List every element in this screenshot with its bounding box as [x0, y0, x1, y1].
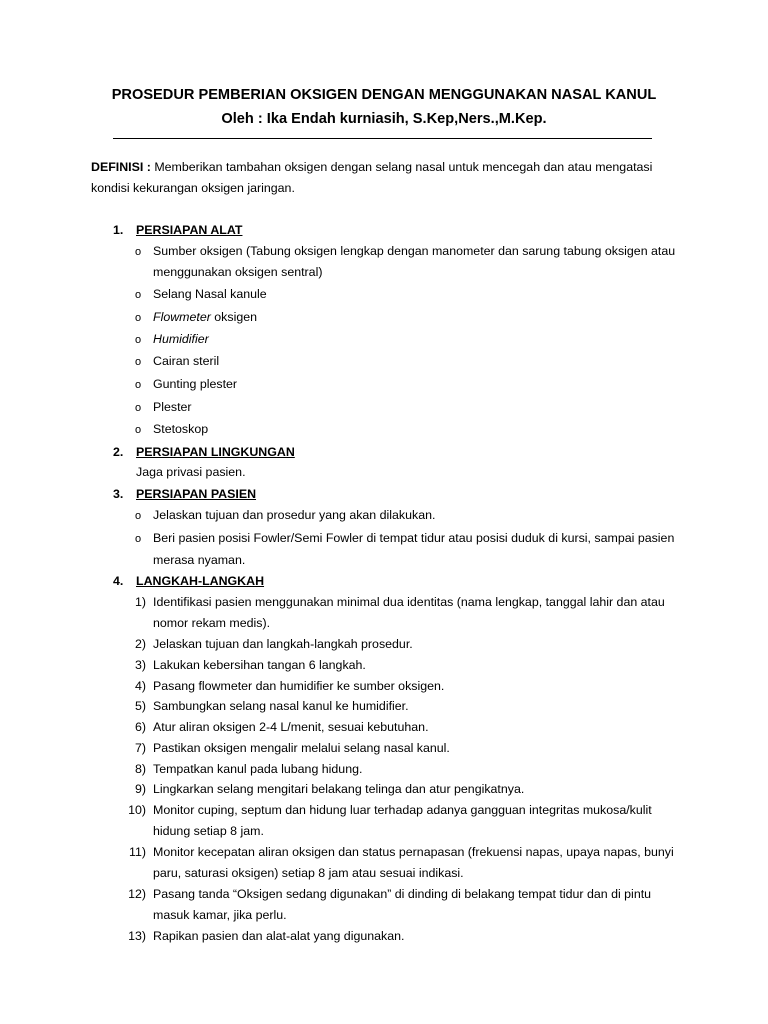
section-1-title: PERSIAPAN ALAT	[136, 223, 243, 237]
section-2-text: Jaga privasi pasien.	[136, 465, 246, 479]
list-item: Selang Nasal kanule	[153, 287, 267, 301]
section-4-number: 4.	[113, 574, 124, 588]
title-divider	[113, 138, 652, 139]
list-item: Jelaskan tujuan dan prosedur yang akan dilakukan.	[153, 508, 436, 522]
step-text: Rapikan pasien dan alat-alat yang digunakan.	[153, 929, 405, 943]
section-3-title: PERSIAPAN PASIEN	[136, 487, 257, 501]
list-item-continuation: menggunakan oksigen sentral)	[153, 265, 323, 279]
step-text: Monitor cuping, septum dan hidung luar terhadap adanya gangguan integritas mukosa/kulit	[153, 803, 652, 817]
bullet-icon: o	[135, 356, 142, 368]
step-number: 2)	[134, 637, 146, 651]
step-text-continuation: nomor rekam medis).	[153, 616, 271, 630]
section-1-number: 1.	[113, 223, 124, 237]
step-number: 13)	[128, 929, 146, 943]
list-item: Stetoskop	[153, 422, 209, 436]
step-number: 9)	[134, 782, 146, 796]
list-item: Cairan steril	[153, 354, 220, 368]
italic-term: Flowmeter	[153, 310, 211, 324]
step-number: 7)	[134, 741, 146, 755]
section-4-title: LANGKAH-LANGKAH	[136, 574, 265, 588]
step-text: Tempatkan kanul pada lubang hidung.	[153, 762, 363, 776]
step-number: 1)	[134, 595, 146, 609]
step-text: Atur aliran oksigen 2-4 L/menit, sesuai kebutuhan.	[153, 720, 429, 734]
list-item: Beri pasien posisi Fowler/Semi Fowler di tempat tidur atau posisi duduk di kursi, sampai pasien	[153, 531, 675, 545]
list-item: Plester	[153, 400, 192, 414]
bullet-icon: o	[135, 289, 142, 301]
section-2-title: PERSIAPAN LINGKUNGAN	[136, 445, 295, 459]
definition-text: Memberikan tambahan oksigen dengan selang nasal untuk mencegah dan atau mengatasi	[154, 160, 653, 174]
bullet-icon: o	[135, 424, 142, 436]
bullet-icon: o	[135, 402, 142, 414]
bullet-icon: o	[135, 379, 142, 391]
step-text: Jelaskan tujuan dan langkah-langkah prosedur.	[153, 637, 413, 651]
step-text-continuation: masuk kamar, jika perlu.	[153, 908, 287, 922]
list-item-continuation: merasa nyaman.	[153, 553, 246, 567]
step-number: 12)	[128, 887, 146, 901]
definition-label: DEFINISI :	[91, 160, 151, 174]
step-text: Monitor kecepatan aliran oksigen dan status pernapasan (frekuensi napas, upaya napas, bunyi	[153, 845, 674, 859]
step-number: 6)	[134, 720, 146, 734]
definition-line-1	[91, 160, 652, 174]
step-text: Pastikan oksigen mengalir melalui selang nasal kanul.	[153, 741, 450, 755]
section-3-number: 3.	[113, 487, 124, 501]
list-item	[153, 332, 209, 346]
step-number: 3)	[134, 658, 146, 672]
step-number: 4)	[134, 679, 146, 693]
list-item: Gunting plester	[153, 377, 238, 391]
document-author: Oleh : Ika Endah kurniasih, S.Kep,Ners.,M.Kep.	[221, 111, 547, 127]
step-number: 8)	[134, 762, 146, 776]
step-number: 5)	[134, 699, 146, 713]
step-text: Identifikasi pasien menggunakan minimal dua identitas (nama lengkap, tanggal lahir dan atau	[153, 595, 665, 609]
bullet-icon: o	[135, 533, 142, 545]
definition-line-2: kondisi kekurangan oksigen jaringan.	[91, 181, 295, 195]
step-text-continuation: hidung setiap 8 jam.	[153, 824, 264, 838]
bullet-icon: o	[135, 334, 142, 346]
italic-term: Humidifier	[153, 332, 209, 346]
step-text: Pasang tanda “Oksigen sedang digunakan” di dinding di belakang tempat tidur dan di pintu	[153, 887, 652, 901]
step-number: 11)	[129, 845, 146, 859]
step-text: Pasang flowmeter dan humidifier ke sumber oksigen.	[153, 679, 445, 693]
document-title: PROSEDUR PEMBERIAN OKSIGEN DENGAN MENGGUNAKAN NASAL KANUL	[111, 87, 657, 103]
step-number: 10)	[128, 803, 146, 817]
bullet-icon: o	[135, 246, 142, 258]
list-item: Sumber oksigen (Tabung oksigen lengkap dengan manometer dan sarung tabung oksigen atau	[153, 244, 676, 258]
list-item: Flowmeter oksigen	[153, 310, 257, 324]
step-text: Lakukan kebersihan tangan 6 langkah.	[153, 658, 366, 672]
bullet-icon: o	[135, 510, 142, 522]
step-text-continuation: paru, saturasi oksigen) setiap 8 jam atau sesuai indikasi.	[153, 866, 464, 880]
step-text: Sambungkan selang nasal kanul ke humidifier.	[153, 699, 409, 713]
step-text: Lingkarkan selang mengitari belakang telinga dan atur pengikatnya.	[153, 782, 525, 796]
bullet-icon: o	[135, 312, 142, 324]
section-2-number: 2.	[113, 445, 124, 459]
